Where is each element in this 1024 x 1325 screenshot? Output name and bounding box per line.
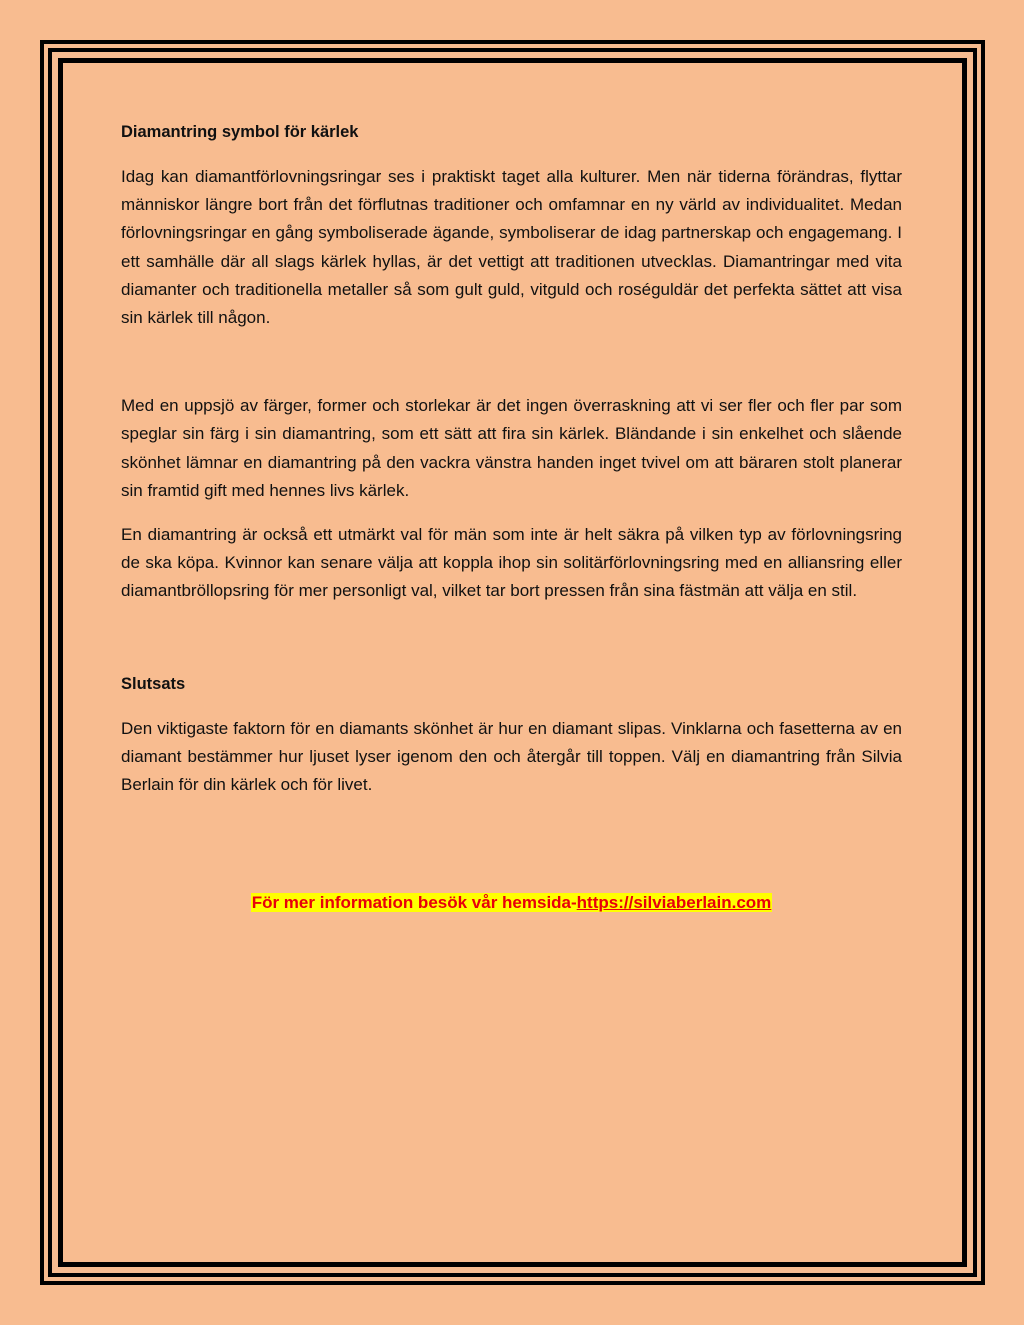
cta-highlight <box>251 893 773 912</box>
paragraph-colors: Med en uppsjö av färger, former och storlekar är det ingen överraskning att vi ser fler och fler par som speglar sin färg i sin diamantring, som ett sätt att fira sin kärlek. Bländande i sin enkelhet och slående skönhet lämnar en diamantring på den vackra vänstra handen inget tvivel om att bäraren stolt planerar sin framtid gift med hennes livs kärlek. <box>121 396 902 500</box>
paragraph-men: En diamantring är också ett utmärkt val för män som inte är helt säkra på vilken typ av förlovningsring de ska köpa. Kvinnor kan senare välja att koppla ihop sin solitärförlovningsring med en alliansring eller diamantbröllopsring för mer personligt val, vilket tar bort pressen från sina fästmän att välja en stil. <box>121 525 902 601</box>
section-heading-conclusion: Slutsats <box>121 674 186 693</box>
section-heading-diamond-ring: Diamantring symbol för kärlek <box>121 123 359 141</box>
paragraph-intro: Idag kan diamantförlovningsringar ses i praktiskt taget alla kulturer. Men när tiderna förändras, flyttar människor längre bort från det förflutnas traditioner och omfamnar en ny värld av individualitet. Medan förlovningsringar en gång symboliserade ägande, symboliserar de idag partnerskap och engagemang. I ett samhälle där all slags kärlek hyllas, är det vettigt att traditionen utvecklas. Diamantringar med vita diamanter och traditionella metaller så som gult guld, vitguld och roséguldär det perfekta sättet att visa sin kärlek till någon. <box>121 167 902 328</box>
document-body <box>121 120 902 915</box>
paragraph-conclusion: Den viktigaste faktorn för en diamants skönhet är hur en diamant slipas. Vinklarna och fasetterna av en diamant bestämmer hur ljuset lyser igenom den och återgår till toppen. Välj en diamantring från Silvia Berlain för din kärlek och för livet. <box>121 718 902 795</box>
cta-text: För mer information besök vår hemsida- <box>251 893 577 913</box>
website-link[interactable]: https://silviaberlain.com <box>576 893 772 913</box>
call-to-action <box>121 891 902 915</box>
